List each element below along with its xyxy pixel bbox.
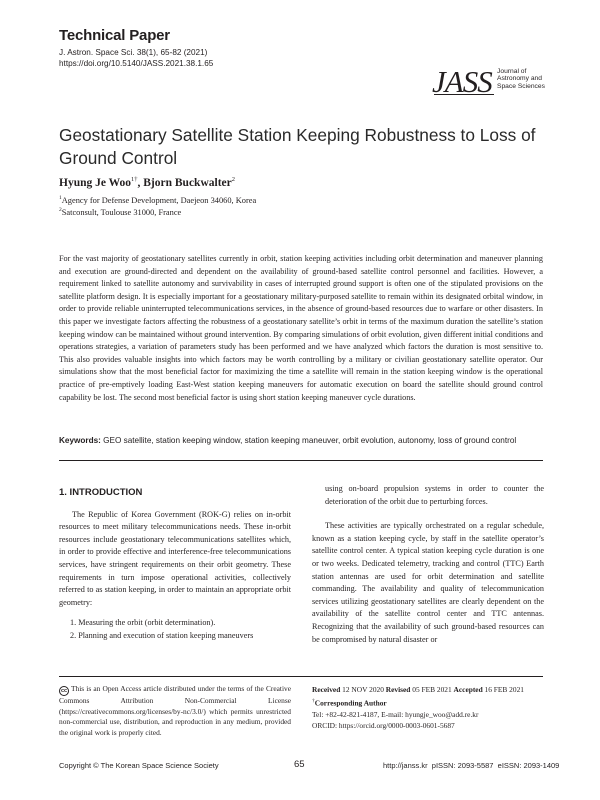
- numbered-list: [59, 617, 291, 642]
- author-2-mark: 2: [231, 176, 235, 183]
- affiliation-2: [59, 207, 181, 217]
- affiliation-1: [59, 195, 256, 205]
- corresponding-mark: †: [312, 697, 315, 704]
- corresponding-label: Corresponding Author: [314, 698, 387, 708]
- author-1-mark: 1†: [131, 176, 138, 183]
- logo-line-3: Space Sciences: [497, 82, 545, 90]
- paper-title: Geostationary Satellite Station Keeping Robustness to Loss of Ground Control: [59, 125, 536, 168]
- paragraph: These activities are typically orchestrated on a regular schedule, known as a station keeping cycle, by staff in the satellite operator’s satellite control center. A typical station keeping cycle duration is one or two weeks. Dedicated telemetry, tracking and control (TTC) Earth station antennas are used for orbit determination and satellite commanding. The availability and quality of telecommunication services utilizing geostationary satellites are clearly dependent on the availability of the satellite control center and TTC antennas. Recognizing that the availability of such ground-based resources can be compromised by natural disaster or: [312, 521, 544, 644]
- keywords-label: Keywords:: [59, 436, 101, 445]
- body-column-right: [312, 483, 544, 646]
- contact-info: Tel: +82-42-821-4187, E-mail: hyungje_woo@add.re.kr: [312, 709, 479, 719]
- revised-label: Revised: [385, 685, 411, 694]
- citation: J. Astron. Space Sci. 38(1), 65-82 (2021): [59, 48, 208, 57]
- footer-copyright: Copyright © The Korean Space Science Society: [59, 761, 219, 770]
- logo-subtitle: [497, 68, 545, 90]
- keywords-text: GEO satellite, station keeping window, station keeping maneuver, orbit evolution, autonomy, loss of ground control: [100, 436, 517, 445]
- author-list: [59, 176, 235, 189]
- logo-line-2: Astronomy and: [497, 75, 542, 83]
- author-1: Hyung Je Woo: [59, 176, 131, 189]
- author-separator: ,: [137, 176, 144, 189]
- abstract: For the vast majority of geostationary satellites currently in orbit, station keeping activities including orbit determination and maneuver planning and execution are ground-directed and dependent on the availability of ground-based satellite control personnel and facilities. However, a requirement linked to satellite autonomy and survivability in cases of interrupted ground support is often one of the stipulated provisions on the satellite platform design. It is especially important for a geostationary military-purposed satellite to remain within its designated orbital window, in order to provide reliable uninterrupted telecommunications services, in the absence of ground-based resources due to warfare or other disasters. In this paper we investigate factors affecting the robustness of a geostationary satellite’s orbit in terms of the maximum duration the satellite’s station keeping window can be maintained without ground intervention. By comparing simulations of orbit evolution, given different initial conditions and operations strategies, a variation of parameters study has been performed and we have analyzed which factors the duration is most sensitive to. This also provides valuable insights into which factors may be worth controlling by a military or civilian geostationary satellite operator. Our simulations show that the most beneficial factor for maximizing the time a satellite will remain in the station keeping window is the operational practice of pre-emptively loading East-West station keeping maneuvers for automatic execution on board the satellite should ground control capability be lost. The second most beneficial factor is using short station keeping maneuver cycle durations.: [59, 254, 543, 402]
- received-date: 12 NOV 2020: [340, 685, 386, 694]
- logo-underline: [434, 94, 494, 95]
- author-2: Bjorn Buckwalter: [143, 176, 232, 189]
- orcid-link[interactable]: ORCID: https://orcid.org/0000-0003-0601-5687: [312, 721, 455, 731]
- affiliation-2-text: Satconsult, Toulouse 31000, France: [61, 207, 182, 217]
- body-column-left: [59, 487, 291, 643]
- logo-line-1: Journal of: [497, 68, 527, 75]
- section-divider: [59, 460, 543, 461]
- creative-commons-icon: cc: [60, 688, 68, 694]
- page-number: 65: [294, 759, 305, 770]
- paper-type: Technical Paper: [59, 27, 170, 44]
- footer-issn: http://janss.kr pISSN: 2093-5587 eISSN: 2093-1409: [383, 761, 560, 770]
- received-label: Received: [312, 685, 341, 694]
- journal-logo: [432, 66, 562, 106]
- section-heading: 1. INTRODUCTION: [59, 487, 143, 498]
- affiliation-2-mark: 2: [59, 207, 62, 213]
- corresponding-author: [312, 696, 552, 709]
- accepted-label: Accepted: [453, 685, 483, 694]
- list-item: 2. Planning and execution of station keeping maneuvers: [70, 630, 254, 640]
- affiliation-1-text: Agency for Defense Development, Daejeon 34060, Korea: [61, 195, 257, 205]
- paragraph: The Republic of Korea Government (ROK-G) relies on in-orbit resources to meet military telecommunications needs. These in-orbit resources include geostationary telecommunications satellites which, in order to provide effective and interference-free telecommunications services, have stringent requirements on their orbit geometry. These requirements in turn impose operational activities, collectively referred to as station keeping, in order to maintain an appropriate orbit geometry:: [59, 509, 291, 607]
- history-dates: [312, 684, 552, 696]
- accepted-date: 16 FEB 2021: [482, 685, 524, 694]
- footnote-divider: [59, 676, 543, 677]
- paragraph: using on-board propulsion systems in order to counter the deterioration of the orbit due to perturbing forces.: [325, 484, 544, 506]
- license-text: This is an Open Access article distributed under the terms of the Creative Commons Attribution Non-Commercial License (https://creativecommons.org/licenses/by-nc/3.0/) which permits unrestricted non-commercial use, distribution, and reproduction in any medium, provided the original work is properly cited.: [59, 684, 291, 737]
- list-item: 1. Measuring the orbit (orbit determination).: [70, 618, 216, 628]
- article-meta: [312, 684, 552, 732]
- keywords: [59, 436, 549, 445]
- logo-wordmark: JASS: [432, 64, 492, 99]
- license-note: [59, 684, 291, 738]
- revised-date: 05 FEB 2021: [410, 685, 454, 694]
- doi-link[interactable]: https://doi.org/10.5140/JASS.2021.38.1.65: [59, 59, 214, 68]
- affiliation-1-mark: 1: [59, 195, 62, 201]
